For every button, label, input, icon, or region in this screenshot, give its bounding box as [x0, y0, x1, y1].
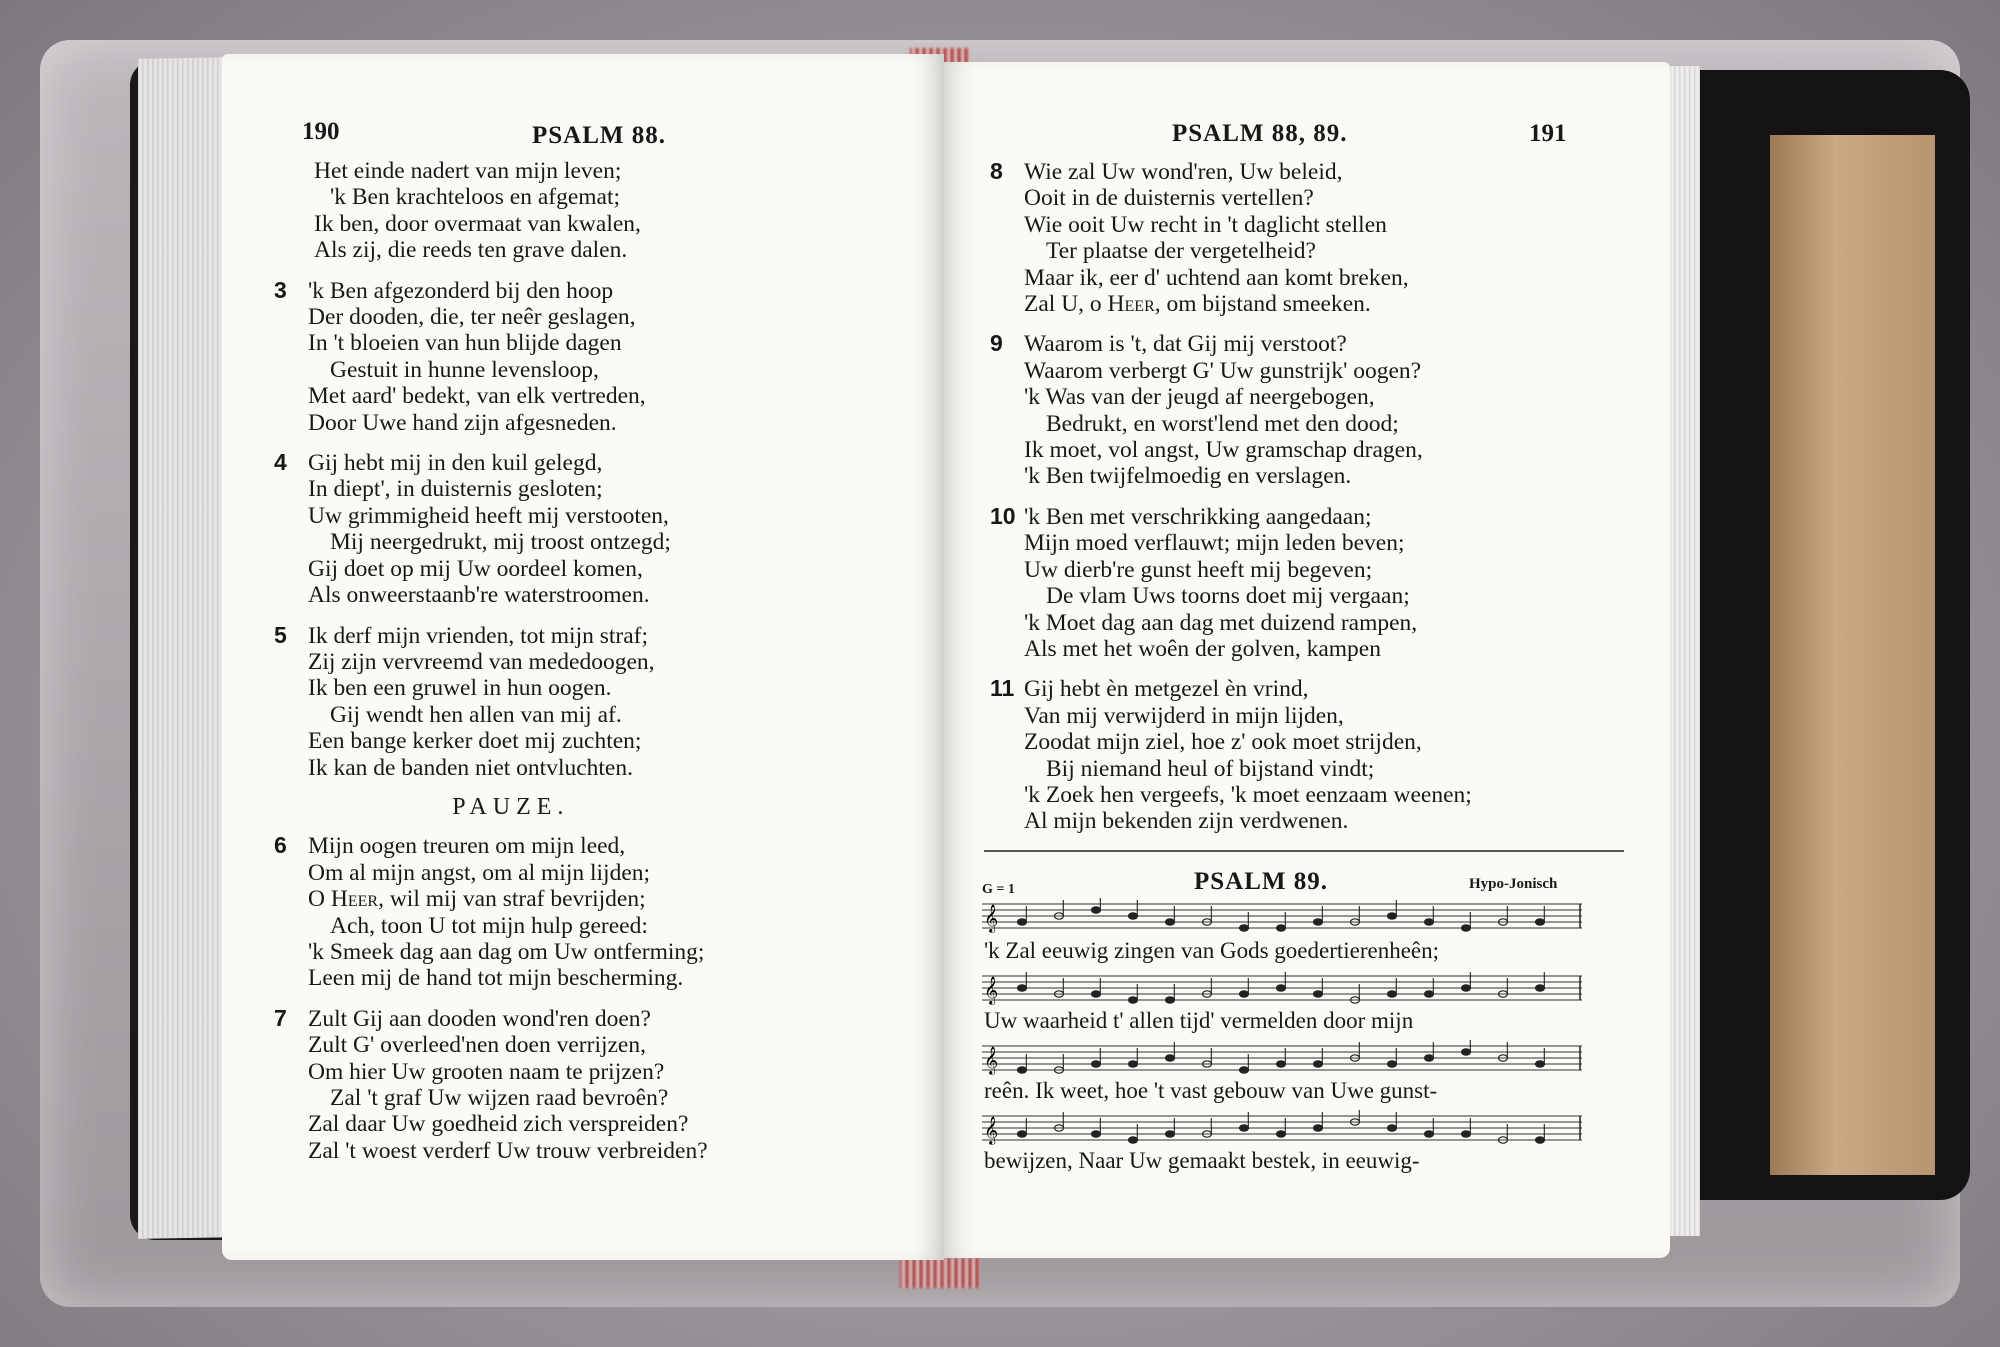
verse-text: Wie zal Uw wond'ren, Uw beleid,: [1024, 159, 1343, 185]
verse-line: [274, 832, 708, 859]
verse-line: [274, 1138, 708, 1164]
verse-line: [990, 729, 1472, 755]
verse-line: [274, 556, 708, 582]
verse-line: [274, 330, 708, 356]
book-cover-inner-lining: [1770, 135, 1935, 1175]
verse-line: [990, 238, 1472, 264]
stanza: [990, 503, 1472, 662]
verse-text: Bedrukt, en worst'lend met den dood;: [1046, 410, 1399, 437]
verse-text: Ooit in de duisternis vertellen?: [1024, 185, 1314, 212]
treble-clef-icon: 𝄞: [984, 976, 999, 1004]
verse-text: 'k Moet dag aan dag met duizend rampen,: [1024, 609, 1418, 636]
note-head: [1166, 919, 1175, 925]
note-head: [1314, 1125, 1323, 1131]
verse-text: Gestuit in hunne levensloop,: [330, 356, 599, 383]
note-head: [1314, 1061, 1323, 1067]
verse-text: Zult G' overleed'nen doen verrijzen,: [308, 1032, 646, 1059]
verse-line: [990, 583, 1472, 609]
music-mode-label: Hypo-Jonisch: [1469, 876, 1558, 892]
verse-line: [990, 358, 1472, 384]
note-head: [1277, 1131, 1286, 1137]
note-head: [1240, 1125, 1249, 1131]
verse-text: Ik ben een gruwel in hun oogen.: [308, 675, 612, 702]
verse-line: [990, 675, 1472, 702]
verse-line: [990, 808, 1472, 834]
verse-line: [990, 756, 1472, 782]
verse-line: [990, 265, 1472, 291]
note-head: [1388, 913, 1397, 919]
note-head: [1240, 991, 1249, 997]
verse-line: [274, 649, 708, 675]
verse-text: Waarom is 't, dat Gij mij verstoot?: [1024, 331, 1347, 358]
verse-line: [274, 1059, 708, 1085]
verse-text: Leen mij de hand tot mijn bescherming.: [308, 965, 684, 992]
verse-text: Zoodat mijn ziel, hoe z' ook moet strijden,: [1024, 729, 1422, 756]
note-head: [1166, 1055, 1175, 1061]
stanza-number: 5: [274, 621, 287, 648]
verse-line: Ik ben, door overmaat van kwalen,: [314, 210, 641, 237]
verse-text: Mijn moed verflauwt; mijn leden beven;: [1024, 530, 1405, 557]
note-head: [1129, 997, 1138, 1003]
verse-text: Van mij verwijderd in mijn lijden,: [1024, 702, 1344, 729]
note-head: [1388, 1061, 1397, 1067]
verse-text: Gij wendt hen allen van mij af.: [330, 701, 622, 728]
verse-text: Met aard' bedekt, van elk vertreden,: [308, 383, 646, 410]
note-head: [1129, 913, 1138, 919]
verse-line: [274, 1111, 708, 1137]
verse-text: De vlam Uws toorns doet mij vergaan;: [1046, 583, 1410, 610]
verse-text: Ik derf mijn vrienden, tot mijn straf;: [308, 622, 649, 649]
stanza-number: 4: [274, 449, 287, 476]
verse-text: Om hier Uw grooten naam te prijzen?: [308, 1058, 665, 1085]
verse-text: O Heer, wil mij van straf bevrijden;: [308, 886, 646, 913]
verse-line: [990, 185, 1472, 211]
note-head: [1536, 919, 1545, 925]
verse-text: Uw dierb're gunst heeft mij begeven;: [1024, 556, 1373, 583]
verse-line: [990, 291, 1472, 317]
verse-line: [274, 702, 708, 728]
verse-text: Uw grimmigheid heeft mij verstooten,: [308, 502, 669, 529]
music-staff-2: [982, 970, 1582, 1006]
note-head: [1240, 1067, 1249, 1073]
treble-clef-icon: 𝄞: [984, 1046, 999, 1074]
verse-text: Ik moet, vol angst, Uw gramschap dragen,: [1024, 437, 1423, 464]
note-head: [1018, 1067, 1027, 1073]
note-head: [1277, 985, 1286, 991]
verse-text: Zal daar Uw goedheid zich verspreiden?: [308, 1111, 689, 1138]
verse-text: 'k Ben twijfelmoedig en verslagen.: [1024, 463, 1352, 490]
verse-text: 'k Ben met verschrikking aangedaan;: [1024, 503, 1372, 530]
verse-line: [990, 212, 1472, 238]
verse-line: [990, 330, 1472, 357]
spine-headband-bottom: [900, 1258, 980, 1288]
note-head: [1018, 1131, 1027, 1137]
verse-text: Zal 't graf Uw wijzen raad bevroên?: [330, 1085, 669, 1111]
page-header-left: PSALM 88.: [532, 122, 666, 149]
verse-text: Een bange kerker doet mij zuchten;: [308, 728, 642, 755]
note-head: [1462, 985, 1471, 991]
note-head: [1536, 985, 1545, 991]
verse-text: Als onweerstaanb're waterstroomen.: [308, 582, 650, 609]
verse-line: [274, 410, 708, 436]
page-number-right: 191: [1529, 120, 1567, 147]
verse-text: Bij niemand heul of bijstand vindt;: [1046, 755, 1375, 782]
verse-text: 'k Was van der jeugd af neergebogen,: [1024, 384, 1375, 411]
verse-text: Zal U, o Heer, om bijstand smeeken.: [1024, 291, 1371, 318]
section-rule: [984, 850, 1624, 852]
verse-text: Zult Gij aan dooden wond'ren doen?: [308, 1005, 651, 1032]
verse-text: Als met het woên der golven, kampen: [1024, 635, 1381, 662]
verse-text: Maar ik, eer d' uchtend aan komt breken,: [1024, 264, 1409, 291]
verse-line: [274, 476, 708, 502]
note-head: [1462, 1049, 1471, 1055]
verse-line: [274, 1032, 708, 1058]
verse-line: [274, 304, 708, 330]
verse-text: 'k Ben afgezonderd bij den hoop: [308, 277, 614, 304]
note-head: [1314, 919, 1323, 925]
stanza: [274, 832, 708, 991]
verse-line: Als zij, die reeds ten grave dalen.: [314, 237, 628, 264]
verse-line: [990, 437, 1472, 463]
verse-line: [274, 675, 708, 701]
verse-text: Gij hebt mij in den kuil gelegd,: [308, 450, 603, 477]
stanza-number: 11: [990, 675, 1015, 702]
verse-line: [990, 636, 1472, 662]
stanza-number: 6: [274, 832, 287, 859]
verse-line: [274, 965, 708, 991]
verse-line: [274, 529, 708, 555]
right-page-text: [990, 158, 1472, 848]
treble-clef-icon: 𝄞: [984, 1116, 999, 1144]
verse-line: [274, 503, 708, 529]
verse-text: Gij doet op mij Uw oordeel komen,: [308, 555, 643, 582]
verse-text: In 't bloeien van hun blijde dagen: [308, 330, 622, 357]
verse-line: [274, 1085, 708, 1111]
lyric-line-1: 'k Zal eeuwig zingen van Gods goedertierenheên;: [984, 938, 1440, 963]
note-head: [1240, 925, 1249, 931]
verse-line: [274, 886, 708, 912]
stanza: [274, 158, 708, 264]
note-head: [1092, 907, 1101, 913]
lyric-line-2: Uw waarheid t' allen tijd' vermelden door mijn: [984, 1008, 1414, 1033]
stanza-number: 8: [990, 158, 1003, 184]
verse-text: Ik kan de banden niet ontvluchten.: [308, 754, 633, 781]
music-staff-4: [982, 1110, 1582, 1146]
stanza: [274, 277, 708, 436]
verse-text: Ter plaatse der vergetelheid?: [1046, 238, 1316, 265]
page-number-left: 190: [302, 118, 340, 145]
stanza: [274, 1005, 708, 1164]
note-head: [1388, 991, 1397, 997]
verse-text: Al mijn bekenden zijn verdwenen.: [1024, 808, 1349, 835]
note-head: [1092, 1131, 1101, 1137]
verse-line: [274, 582, 708, 608]
page-header-right: PSALM 88, 89.: [1172, 120, 1348, 147]
verse-text: Der dooden, die, ter neêr geslagen,: [308, 304, 636, 331]
note-head: [1425, 1055, 1434, 1061]
note-head: [1092, 991, 1101, 997]
stanza: [274, 622, 708, 781]
verse-text: Mijn oogen treuren om mijn leed,: [308, 833, 626, 860]
verse-line: [274, 913, 708, 939]
verse-line: [274, 1005, 708, 1032]
verse-line: [990, 158, 1472, 185]
stanza: [990, 675, 1472, 834]
verse-line: [274, 860, 708, 886]
note-head: [1388, 1125, 1397, 1131]
verse-text: Mij neergedrukt, mij troost ontzegd;: [330, 529, 671, 556]
left-page-text: [274, 158, 708, 1177]
verse-line: [990, 703, 1472, 729]
stanza: [990, 158, 1472, 317]
treble-clef-icon: 𝄞: [984, 904, 999, 932]
verse-line: [990, 557, 1472, 583]
verse-line: 'k Ben krachteloos en afgemat;: [330, 184, 621, 211]
note-head: [1536, 1061, 1545, 1067]
note-head: [1092, 1061, 1101, 1067]
stanza-number: 10: [990, 502, 1016, 529]
verse-line: [990, 610, 1472, 636]
note-head: [1129, 1137, 1138, 1143]
note-head: [1462, 925, 1471, 931]
verse-text: Zij zijn vervreemd van mededoogen,: [308, 648, 655, 675]
verse-text: In diept', in duisternis gesloten;: [308, 476, 603, 503]
note-head: [1129, 1061, 1138, 1067]
verse-text: Door Uwe hand zijn afgesneden.: [308, 409, 617, 436]
verse-line: [990, 384, 1472, 410]
pause-marker: PAUZE.: [452, 793, 570, 820]
note-head: [1018, 919, 1027, 925]
right-page: [944, 62, 1670, 1258]
verse-text: 'k Smeek dag aan dag om Uw ontferming;: [308, 938, 705, 965]
note-head: [1462, 1131, 1471, 1137]
verse-line: [274, 755, 708, 781]
note-head: [1277, 1061, 1286, 1067]
verse-text: 'k Zoek hen vergeefs, 'k moet eenzaam weenen;: [1024, 781, 1472, 808]
lyric-line-4: bewijzen, Naar Uw gemaakt bestek, in eeuwig-: [984, 1148, 1420, 1173]
note-head: [1277, 925, 1286, 931]
music-staff-1: [982, 898, 1582, 934]
verse-line: [990, 411, 1472, 437]
music-staff-3: [982, 1040, 1582, 1076]
music-key-label: G = 1: [982, 882, 1015, 897]
note-head: [1536, 1137, 1545, 1143]
stanza-number: 7: [274, 1004, 287, 1031]
verse-line: [274, 449, 708, 476]
verse-line: Het einde nadert van mijn leven;: [314, 158, 622, 184]
note-head: [1425, 991, 1434, 997]
verse-line: [990, 463, 1472, 489]
verse-line: [990, 530, 1472, 556]
note-head: [1166, 997, 1175, 1003]
note-head: [1166, 1131, 1175, 1137]
verse-line: [274, 939, 708, 965]
stanza-number: 9: [990, 330, 1003, 357]
left-page: [222, 54, 944, 1260]
verse-text: Wie ooit Uw recht in 't daglicht stellen: [1024, 211, 1387, 238]
psalm-89-title: PSALM 89.: [1194, 868, 1328, 895]
verse-line: [274, 383, 708, 409]
stanza: [274, 449, 708, 608]
stanza-number: 3: [274, 276, 287, 303]
verse-line: [990, 782, 1472, 808]
verse-text: Om al mijn angst, om al mijn lijden;: [308, 859, 651, 886]
note-head: [1425, 919, 1434, 925]
stanza: [990, 330, 1472, 489]
verse-line: [990, 503, 1472, 530]
verse-line: [274, 728, 708, 754]
verse-text: Waarom verbergt G' Uw gunstrijk' oogen?: [1024, 357, 1422, 384]
note-head: [1314, 991, 1323, 997]
lyric-line-3: reên. Ik weet, hoe 't vast gebouw van Uwe gunst-: [984, 1078, 1438, 1103]
note-head: [1425, 1131, 1434, 1137]
verse-text: Gij hebt èn metgezel èn vrind,: [1024, 676, 1309, 703]
verse-text: Ach, toon U tot mijn hulp gereed:: [330, 912, 648, 939]
verse-text: Zal 't woest verderf Uw trouw verbreiden?: [308, 1137, 708, 1164]
verse-line: [274, 622, 708, 649]
verse-line: [274, 357, 708, 383]
verse-line: [274, 277, 708, 304]
note-head: [1018, 985, 1027, 991]
